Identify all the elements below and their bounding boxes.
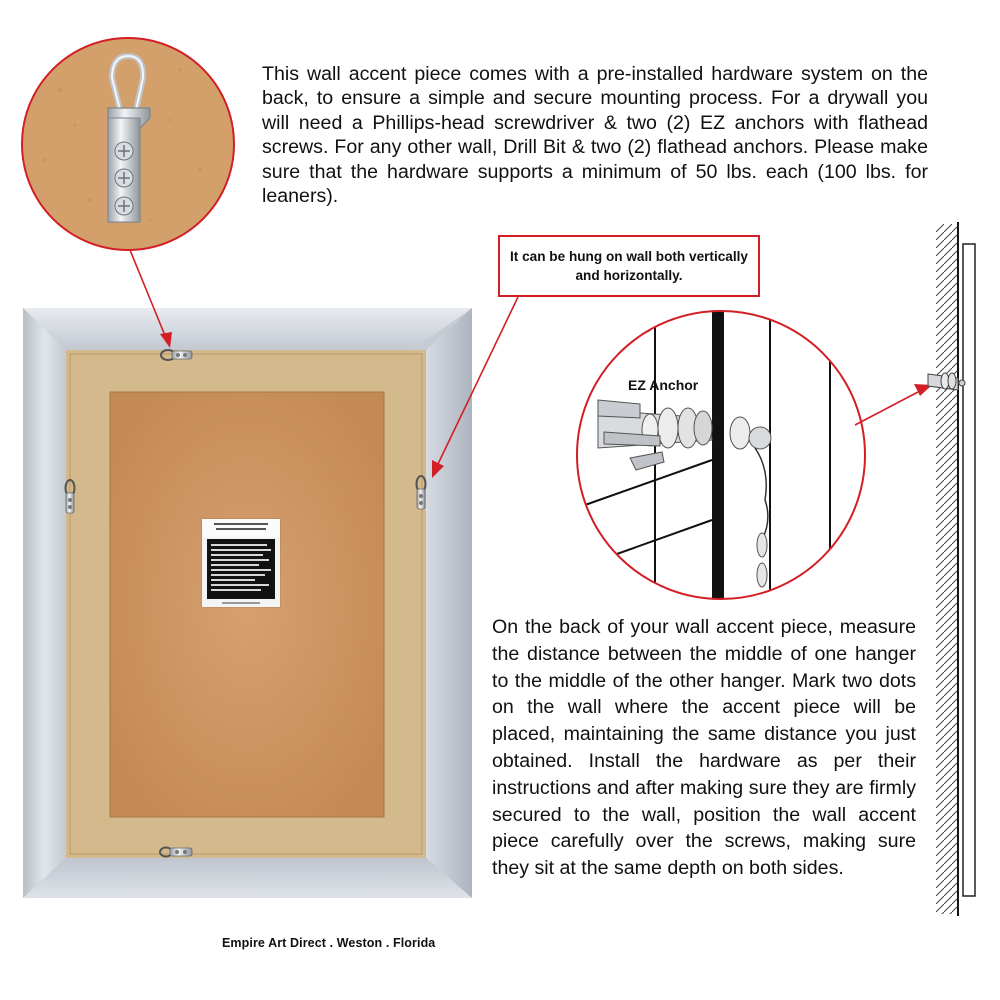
company-credit: Empire Art Direct . Weston . Florida (222, 936, 436, 950)
ez-anchor-label: EZ Anchor (628, 377, 699, 393)
ez-anchor-screw-icon (575, 300, 870, 610)
wall-section-icon (928, 222, 975, 916)
hanging-instructions-label (202, 519, 280, 607)
intro-paragraph: This wall accent piece comes with a pre-installed hardware system on the back, to ensure a simple and secure mounting process. For a drywall you will need a Phillips-head screwdriver & two (2) EZ anchors with flathead screws. For any other wall, Drill Bit & two (2) flathead anchors. Please make sure that the hardware supports a minimum of 50 lbs. each (100 lbs. for leaners). (262, 63, 928, 208)
d-ring-hanger-icon (20, 36, 240, 256)
anchor-pointer-arrow (855, 384, 932, 425)
orientation-callout-text: It can be hung on wall both vertically and horizontally. (510, 249, 748, 283)
mounting-steps-paragraph: On the back of your wall accent piece, measure the distance between the middle of one hanger to the middle of the other hanger. Mark two dots on the wall where the accent piece will be placed, maintaining the same distance you just obtained. Install the hardware as per their instructions and after making sure they are firmly secured to the wall, position the wall accent piece carefully over the screws, making sure they sit at the same depth on both sides. (492, 616, 916, 880)
orientation-callout (498, 235, 760, 297)
